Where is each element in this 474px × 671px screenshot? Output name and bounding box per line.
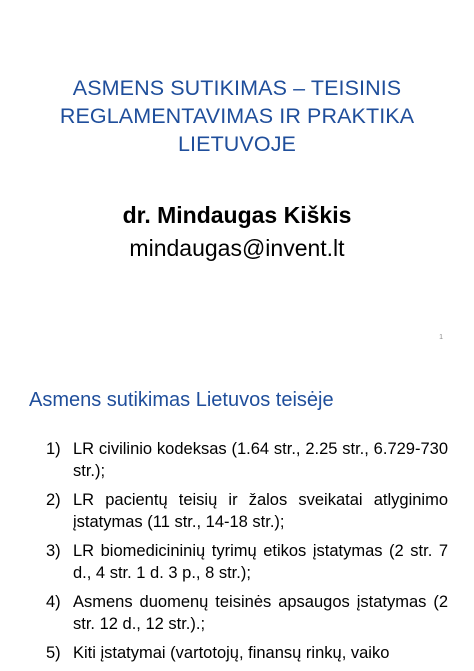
list-item-number: 1) xyxy=(46,440,61,458)
author-name: dr. Mindaugas Kiškis xyxy=(122,202,352,228)
title-line: REGLAMENTAVIMAS IR PRAKTIKA xyxy=(59,104,415,128)
slide-heading: Asmens sutikimas Lietuvos teisėje xyxy=(29,389,334,411)
list-item xyxy=(46,438,448,482)
list-item-text: LR biomedicininių tyrimų etikos įstatymas (2 str. 7 d., 4 str. 1 d. 3 p., 8 str.); xyxy=(73,542,448,582)
title-line: ASMENS SUTIKIMAS – TEISINIS xyxy=(72,76,402,100)
legislation-list xyxy=(46,438,448,671)
author-email: mindaugas@invent.lt xyxy=(129,235,345,261)
list-item-number: 2) xyxy=(46,491,61,509)
list-item xyxy=(46,540,448,584)
list-item-number: 3) xyxy=(46,542,61,560)
list-item-number: 4) xyxy=(46,593,61,611)
title-line: LIETUVOJE xyxy=(178,132,296,156)
list-item-text: Asmens duomenų teisinės apsaugos įstatymas (2 str. 12 d., 12 str.).; xyxy=(73,593,448,633)
list-item-text: LR civilinio kodeksas (1.64 str., 2.25 str., 6.729-730 str.); xyxy=(73,440,448,480)
list-item xyxy=(46,489,448,533)
list-item xyxy=(46,591,448,635)
content-slide xyxy=(0,356,474,662)
list-item xyxy=(46,642,448,664)
list-item-number: 5) xyxy=(46,644,61,662)
slide-page-number: 1 xyxy=(439,334,443,341)
list-item-text: LR pacientų teisių ir žalos sveikatai atlyginimo įstatymas (11 str., 14-18 str.); xyxy=(73,491,448,531)
list-item-text: Kiti įstatymai (vartotojų, finansų rinkų, vaiko xyxy=(73,644,390,662)
presentation-title xyxy=(20,74,454,158)
